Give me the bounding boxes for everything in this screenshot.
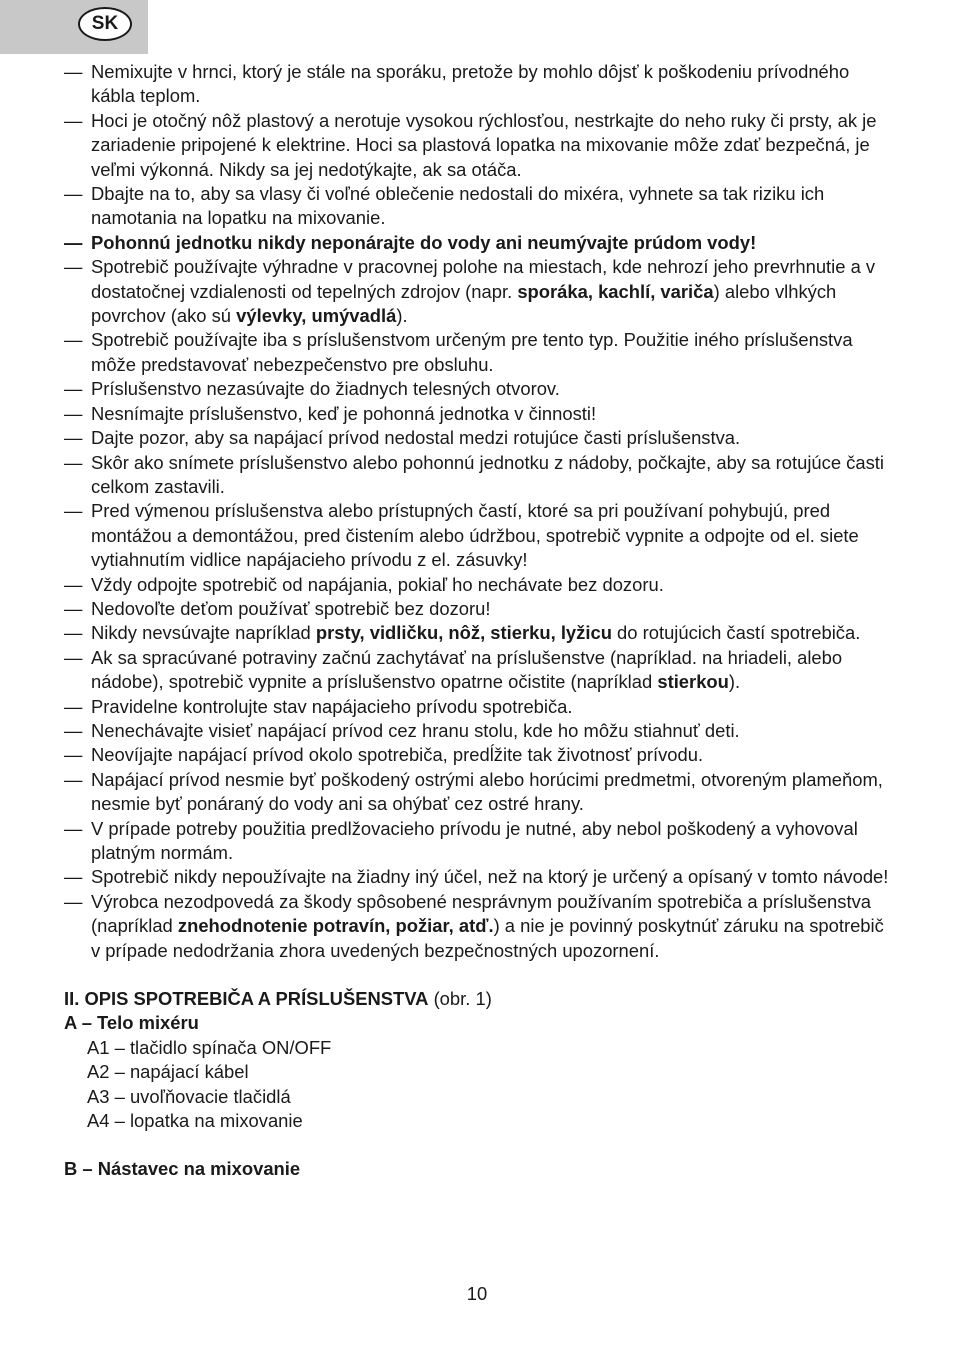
safety-item — [64, 890, 894, 963]
safety-item-text: výlevky, umývadlá — [236, 305, 397, 327]
safety-item-text: Spotrebič používajte výhradne v pracovnej polohe na miestach, kde nehrozí jeho prevrhnutie a v dostatočnej vzdialenosti od tepelných zdrojov (napr. — [91, 256, 876, 302]
section-title-suffix: (obr. 1) — [428, 988, 492, 1010]
safety-item — [64, 499, 894, 572]
dash-bullet: — — [64, 109, 83, 131]
dash-bullet: — — [64, 719, 83, 741]
section-title: II. OPIS SPOTREBIČA A PRÍSLUŠENSTVA — [64, 988, 429, 1010]
language-badge: SK — [78, 7, 132, 41]
dash-bullet: — — [64, 768, 83, 790]
group-b-title: B – Nástavec na mixovanie — [64, 1158, 301, 1180]
safety-item-text: Výrobca nezodpovedá za škody spôsobené nesprávnym používaním spotrebiča a príslušenstva (napríklad — [91, 890, 872, 937]
safety-item-text: V prípade potreby použitia predlžovacieho prívodu je nutné, aby nebol poškodený a vyhovoval platným normám. — [91, 817, 858, 863]
safety-item-text: Dbajte na to, aby sa vlasy či voľné oblečenie nedostali do mixéra, vyhnete sa tak riziku ich namotania na lopatku na mixovanie. — [91, 183, 825, 229]
safety-item-text: Nemixujte v hrnci, ktorý je stále na sporáku, pretože by mohlo dôjsť k poškodeniu prívodného kábla teplom. — [91, 61, 850, 107]
safety-item-text: Skôr ako snímete príslušenstvo alebo pohonnú jednotku z nádoby, počkajte, aby sa rotujúce časti celkom zastavili. — [91, 451, 884, 497]
safety-item — [64, 328, 894, 377]
safety-item — [64, 109, 894, 182]
safety-item — [64, 768, 894, 817]
safety-item-text: Spotrebič používajte iba s príslušenstvom určeným pre tento typ. Použitie iného príslušenstva môže predstavovať nebezpečenstvo pre obsluhu. — [91, 329, 853, 375]
section-heading — [64, 987, 894, 1011]
safety-item-text: Nenechávajte visieť napájací prívod cez hranu stolu, kde ho môžu stiahnuť deti. — [91, 719, 740, 741]
dash-bullet: — — [64, 622, 83, 644]
safety-item-text: Dajte pozor, aby sa napájací prívod nedostal medzi rotujúce časti príslušenstva. — [91, 427, 741, 449]
safety-item-text: Ak sa spracúvané potraviny začnú zachytávať na príslušenstve (napríklad. na hriadeli, alebo nádobe), spotrebič vypnite a príslušenstvo opatrne očistite (napríklad — [91, 646, 843, 693]
safety-item — [64, 402, 894, 426]
safety-item — [64, 255, 894, 328]
safety-item — [64, 231, 894, 255]
safety-item — [64, 597, 894, 621]
safety-item — [64, 426, 894, 450]
safety-item — [64, 451, 894, 500]
safety-item-text: Pred výmenou príslušenstva alebo prístupných častí, ktoré sa pri používaní pohybujú, pred montážou a demontážou, pred čistením alebo údržbou, spotrebič vypnite a odpojte od el. siete vytiahnutím vidlice napájacieho prívodu z el. zásuvky! — [91, 500, 859, 571]
dash-bullet: — — [64, 744, 83, 766]
dash-bullet: — — [64, 817, 83, 839]
safety-item-text: stierkou — [657, 671, 729, 693]
safety-item — [64, 621, 894, 645]
safety-item-text: Nedovoľte deťom používať spotrebič bez dozoru! — [91, 597, 491, 619]
dash-bullet: — — [64, 597, 83, 619]
dash-bullet: — — [64, 890, 83, 912]
safety-item-text: Hoci je otočný nôž plastový a nerotuje vysokou rýchlosťou, nestrkajte do neho ruky či prsty, ak je zariadenie pripojené k elektrine. Hoci sa plastová lopatka na mixovanie môže zdať bezpečná, je veľmi výkonná. Nikdy sa jej nedotýkajte, ak sa otáča. — [91, 109, 877, 180]
group-a-title: A – Telo mixéru — [64, 1012, 199, 1034]
dash-bullet: — — [64, 256, 83, 278]
safety-item-text: Nesnímajte príslušenstvo, keď je pohonná jednotka v činnosti! — [91, 402, 597, 424]
safety-item — [64, 377, 894, 401]
safety-item — [64, 646, 894, 695]
safety-item-text: ). — [728, 671, 741, 693]
safety-item — [64, 695, 894, 719]
dash-bullet: — — [64, 378, 83, 400]
group-a-item: A1 – tlačidlo spínača ON/OFF — [87, 1036, 332, 1058]
safety-item — [64, 60, 894, 109]
safety-item-text: do rotujúcich častí spotrebiča. — [611, 622, 861, 644]
safety-item — [64, 719, 894, 743]
safety-item-text: prsty, vidličku, nôž, stierku, lyžicu — [315, 622, 612, 644]
group-a-item: A2 – napájací kábel — [87, 1061, 249, 1083]
dash-bullet: — — [64, 451, 83, 473]
group-a-item: A4 – lopatka na mixovanie — [87, 1110, 303, 1132]
safety-item-text: Príslušenstvo nezasúvajte do žiadnych telesných otvorov. — [91, 378, 560, 400]
language-tab — [0, 0, 148, 54]
safety-item-text: Napájací prívod nesmie byť poškodený ostrými alebo horúcimi predmetmi, otvoreným plameňom, nesmie byť ponáraný do vody ani sa ohýbať cez ostré hrany. — [91, 768, 883, 815]
dash-bullet: — — [64, 427, 83, 449]
dash-bullet: — — [64, 402, 83, 424]
document-body — [64, 60, 894, 1182]
dash-bullet: — — [64, 866, 83, 888]
safety-item-text: Neovíjajte napájací prívod okolo spotrebiča, predĺžite tak životnosť prívodu. — [91, 744, 704, 766]
dash-bullet: — — [64, 329, 83, 351]
dash-bullet: — — [64, 61, 83, 82]
safety-item-text: ). — [396, 305, 408, 327]
dash-bullet: — — [64, 500, 83, 522]
dash-bullet: — — [64, 231, 83, 253]
safety-item — [64, 182, 894, 231]
safety-item-text: znehodnotenie potravín, požiar, atď. — [177, 915, 494, 937]
safety-item-text: ) a nie je povinný poskytnúť záruku na spotrebič v prípade nedodržania zhora uvedených bezpečnostných upozornení. — [91, 915, 884, 961]
safety-item-text: ) alebo vlhkých povrchov (ako sú — [91, 280, 837, 327]
safety-item-text: Nikdy nevsúvajte napríklad — [91, 622, 316, 644]
safety-instructions-list — [64, 60, 894, 963]
group-a-item: A3 – uvoľňovacie tlačidlá — [87, 1085, 291, 1107]
page-number: 10 — [466, 1283, 488, 1304]
safety-item-text: Spotrebič nikdy nepoužívajte na žiadny iný účel, než na ktorý je určený a opísaný v tomto návode! — [91, 866, 889, 888]
dash-bullet: — — [64, 183, 83, 205]
safety-item-text: Pohonnú jednotku nikdy neponárajte do vody ani neumývajte prúdom vody! — [91, 231, 757, 253]
safety-item-text: Pravidelne kontrolujte stav napájacieho prívodu spotrebiča. — [91, 695, 573, 717]
dash-bullet: — — [64, 573, 83, 595]
dash-bullet: — — [64, 695, 83, 717]
dash-bullet: — — [64, 646, 83, 668]
safety-item — [64, 743, 894, 767]
safety-item — [64, 865, 894, 889]
safety-item-text: sporáka, kachlí, variča — [517, 280, 714, 302]
safety-item — [64, 573, 894, 597]
safety-item-text: Vždy odpojte spotrebič od napájania, pokiaľ ho nechávate bez dozoru. — [91, 573, 664, 595]
safety-item — [64, 817, 894, 866]
